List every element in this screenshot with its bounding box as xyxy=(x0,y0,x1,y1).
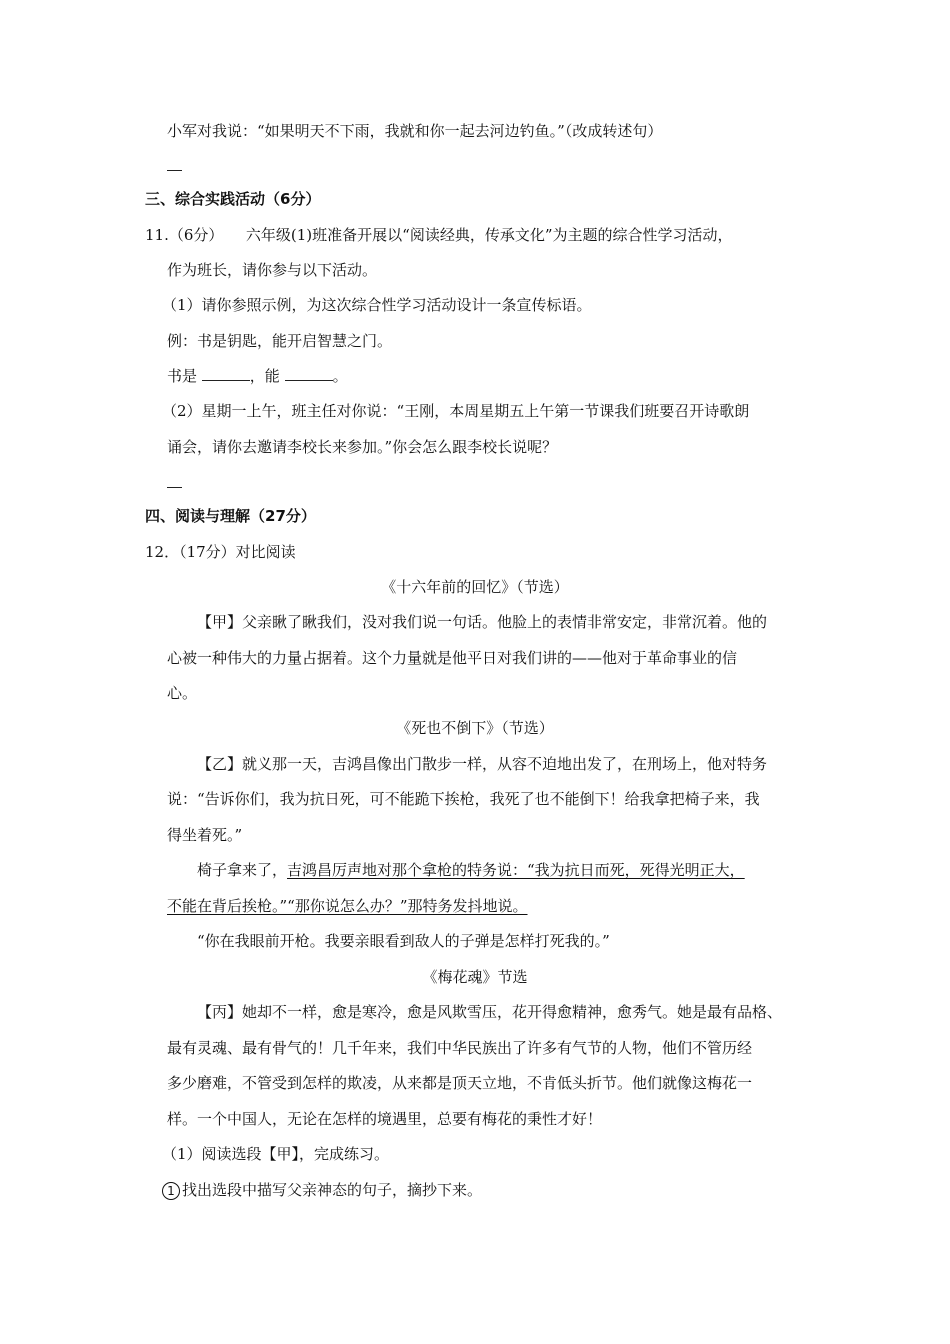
passage-c-line: 【丙】她却不一样，愈是寒冷，愈是风欺雪压，花开得愈精神，愈秀气。她是最有品格、 xyxy=(197,1003,783,1021)
q11-part2-cont: 诵会，请你去邀请李校长来参加。”你会怎么跟李校长说呢？ xyxy=(167,438,558,456)
q12-sub1: （1）阅读选段【甲】，完成练习。 xyxy=(162,1145,390,1163)
q11-example: 例：书是钥匙，能开启智慧之门。 xyxy=(167,332,393,350)
answer-dash xyxy=(167,170,182,171)
circled-number-1: 1 xyxy=(162,1182,180,1200)
fill-blank-1[interactable] xyxy=(202,366,250,381)
q12-stem: 12．（17分）对比阅读 xyxy=(145,543,296,561)
fill-end: 。 xyxy=(332,367,348,385)
fill-mid: ，能 xyxy=(249,367,280,385)
q11-stem-cont: 作为班长，请你参与以下活动。 xyxy=(167,261,378,279)
passage-b-line xyxy=(197,859,745,881)
q11-stem: 11.（6分） 六年级(1)班准备开展以“阅读经典，传承文化”为主题的综合性学习活动， xyxy=(145,226,733,244)
passage-a-line: 【甲】父亲瞅了瞅我们，没对我们说一句话。他脸上的表情非常安定，非常沉着。他的 xyxy=(197,613,768,631)
underlined-sentence: 不能在背后挨枪。”“那你说怎么办？”那特务发抖地说。 xyxy=(167,897,528,915)
sub1-item-text: 找出选段中描写父亲神态的句子，摘抄下来。 xyxy=(182,1181,483,1199)
q11-part2: （2）星期一上午，班主任对你说：“王刚，本周星期五上午第一节课我们班要召开诗歌朗 xyxy=(162,402,750,420)
passage-b-line: 【乙】就义那一天，吉鸿昌像出门散步一样，从容不迫地出发了，在刑场上，他对特务 xyxy=(197,755,768,773)
q11-fill-line xyxy=(167,365,348,387)
passage-c-line: 多少磨难，不管受到怎样的欺凌，从来都是顶天立地，不肯低头折节。他们就像这梅花一 xyxy=(167,1074,753,1092)
q11-part1: （1）请你参照示例，为这次综合性学习活动设计一条宣传标语。 xyxy=(162,296,592,314)
passage-b-line: “你在我眼前开枪。我要亲眼看到敌人的子弹是怎样打死我的。” xyxy=(197,932,610,950)
passage-b-line xyxy=(167,895,528,917)
q10-sentence: 小军对我说：“如果明天不下雨，我就和你一起去河边钓鱼。”（改成转述句） xyxy=(167,122,663,140)
section-title: 四、阅读与理解（27分） xyxy=(145,507,316,525)
passage-b-text: 椅子拿来了， xyxy=(197,861,288,879)
passage-b-line: 说：“告诉你们，我为抗日死，可不能跪下挨枪，我死了也不能倒下！给我拿把椅子来，我 xyxy=(167,790,760,808)
q12-sub1-item xyxy=(162,1179,482,1201)
fill-prefix: 书是 xyxy=(167,367,198,385)
passage-c-line: 最有灵魂、最有骨气的！几千年来，我们中华民族出了许多有气节的人物，他们不管历经 xyxy=(167,1039,753,1057)
fill-blank-2[interactable] xyxy=(285,366,333,381)
passage-title-b: 《死也不倒下》（节选） xyxy=(396,719,554,737)
passage-a-line: 心被一种伟大的力量占据着。这个力量就是他平日对我们讲的——他对于革命事业的信 xyxy=(167,649,738,667)
answer-dash xyxy=(167,487,182,488)
passage-c-line: 样。一个中国人，无论在怎样的境遇里，总要有梅花的秉性才好！ xyxy=(167,1110,603,1128)
passage-title-c: 《梅花魂》节选 xyxy=(422,968,528,986)
passage-a-line: 心。 xyxy=(167,684,198,702)
passage-title-a: 《十六年前的回忆》（节选） xyxy=(381,578,569,596)
section-title: 三、综合实践活动（6分） xyxy=(145,190,321,208)
underlined-sentence: 吉鸿昌厉声地对那个拿枪的特务说：“我为抗日而死，死得光明正大， xyxy=(287,861,745,879)
passage-b-line: 得坐着死。” xyxy=(167,826,243,844)
